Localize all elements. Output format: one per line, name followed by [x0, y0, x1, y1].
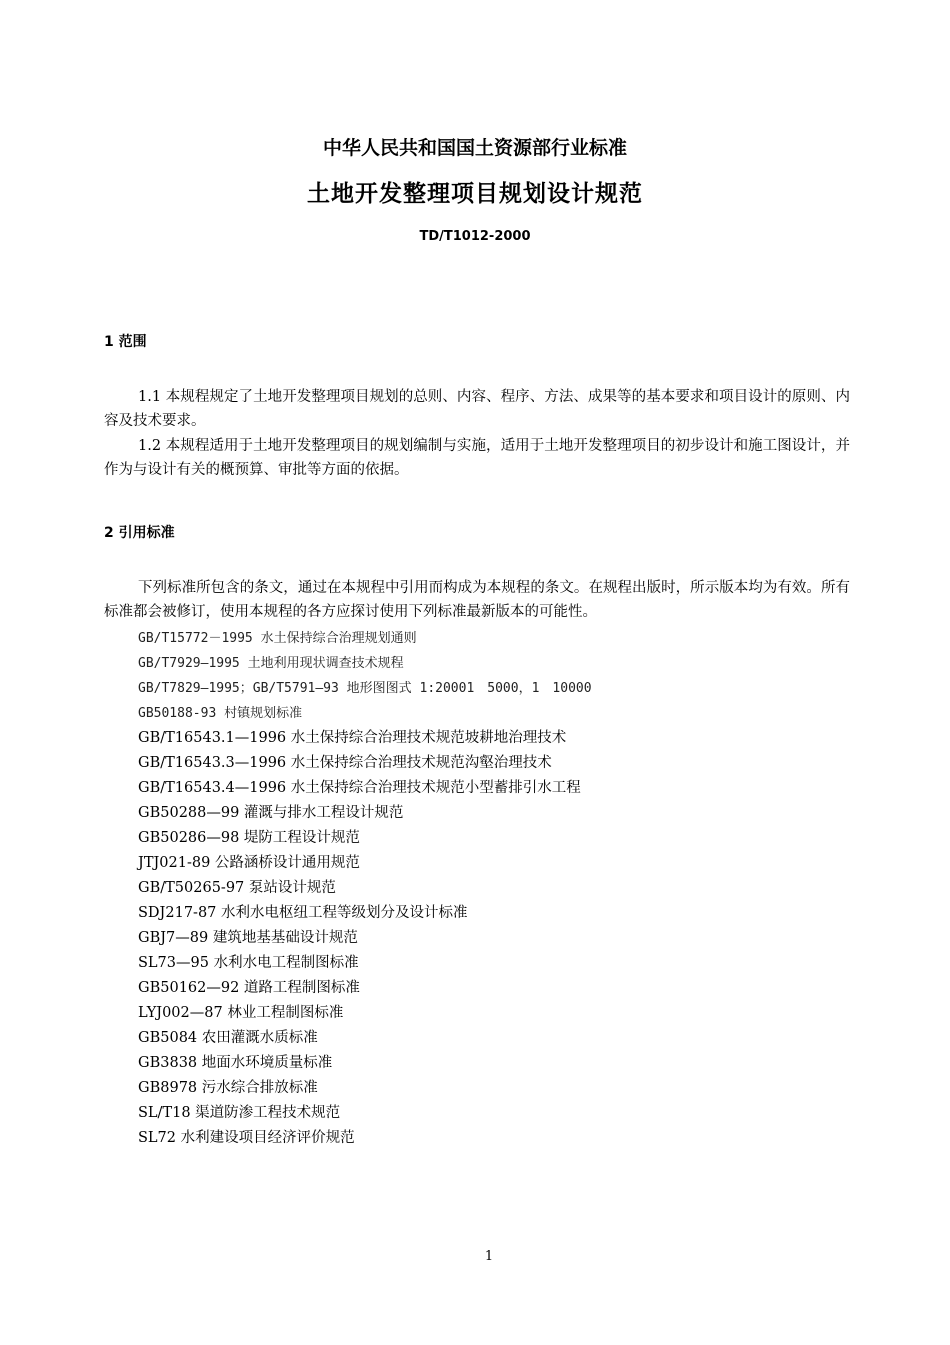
reference-item: GB/T7929—1995 土地利用现状调查技术规程: [138, 656, 404, 671]
paragraph-1-1: 1.1 本规程规定了土地开发整理项目规划的总则、内容、程序、方法、成果等的基本要求和项目设计的原则、内容及技术要求。: [104, 389, 850, 429]
reference-item: GB50188-93 村镇规划标准: [138, 706, 303, 721]
reference-item: GB/T16543.3—1996 水土保持综合治理技术规范沟壑治理技术: [138, 755, 552, 771]
reference-item: SDJ217-87 水利水电枢纽工程等级划分及设计标准: [138, 905, 468, 921]
reference-item: GB8978 污水综合排放标准: [138, 1080, 318, 1096]
reference-item: SL/T18 渠道防渗工程技术规范: [138, 1105, 341, 1121]
reference-item: SL73—95 水利水电工程制图标准: [138, 955, 359, 971]
reference-item: GB3838 地面水环境质量标准: [138, 1055, 333, 1071]
reference-item: GBJ7—89 建筑地基基础设计规范: [138, 930, 358, 946]
reference-item: GB/T50265-97 泵站设计规范: [138, 880, 336, 896]
reference-item: SL72 水利建设项目经济评价规范: [138, 1130, 355, 1146]
reference-item: GB50286—98 堤防工程设计规范: [138, 830, 360, 846]
reference-item: JTJ021-89 公路涵桥设计通用规范: [138, 855, 360, 871]
reference-item: GB/T16543.4—1996 水土保持综合治理技术规范小型蓄排引水工程: [138, 780, 581, 796]
reference-item: GB50162—92 道路工程制图标准: [138, 980, 360, 996]
reference-list: [138, 626, 592, 1151]
reference-item: GB/T15772－1995 水土保持综合治理规划通则: [138, 631, 417, 646]
reference-item: LYJ002—87 林业工程制图标准: [138, 1005, 344, 1021]
section-heading-scope: 1 范围: [104, 334, 147, 350]
reference-item: GB/T16543.1—1996 水土保持综合治理技术规范坡耕地治理技术: [138, 730, 567, 746]
document-title: 土地开发整理项目规划设计规范: [307, 181, 643, 207]
reference-item: GB5084 农田灌溉水质标准: [138, 1030, 318, 1046]
reference-item: GB/T7829—1995；GB/T5791—93 地形图图式 1:20001 5000，1 10000: [138, 681, 592, 696]
references-intro: 下列标准所包含的条文，通过在本规程中引用而构成为本规程的条文。在规程出版时，所示版本均为有效。所有标准都会被修订，使用本规程的各方应探讨使用下列标准最新版本的可能性。: [104, 580, 850, 620]
org-title: 中华人民共和国国土资源部行业标准: [322, 137, 627, 159]
reference-item: GB50288—99 灌溉与排水工程设计规范: [138, 805, 404, 821]
paragraph-1-2: 1.2 本规程适用于土地开发整理项目的规划编制与实施，适用于土地开发整理项目的初步设计和施工图设计，并作为与设计有关的概预算、审批等方面的依据。: [104, 438, 850, 478]
section-heading-references: 2 引用标准: [104, 525, 175, 541]
document-code: TD/T1012-2000: [419, 229, 531, 244]
page-number: 1: [484, 1249, 494, 1264]
